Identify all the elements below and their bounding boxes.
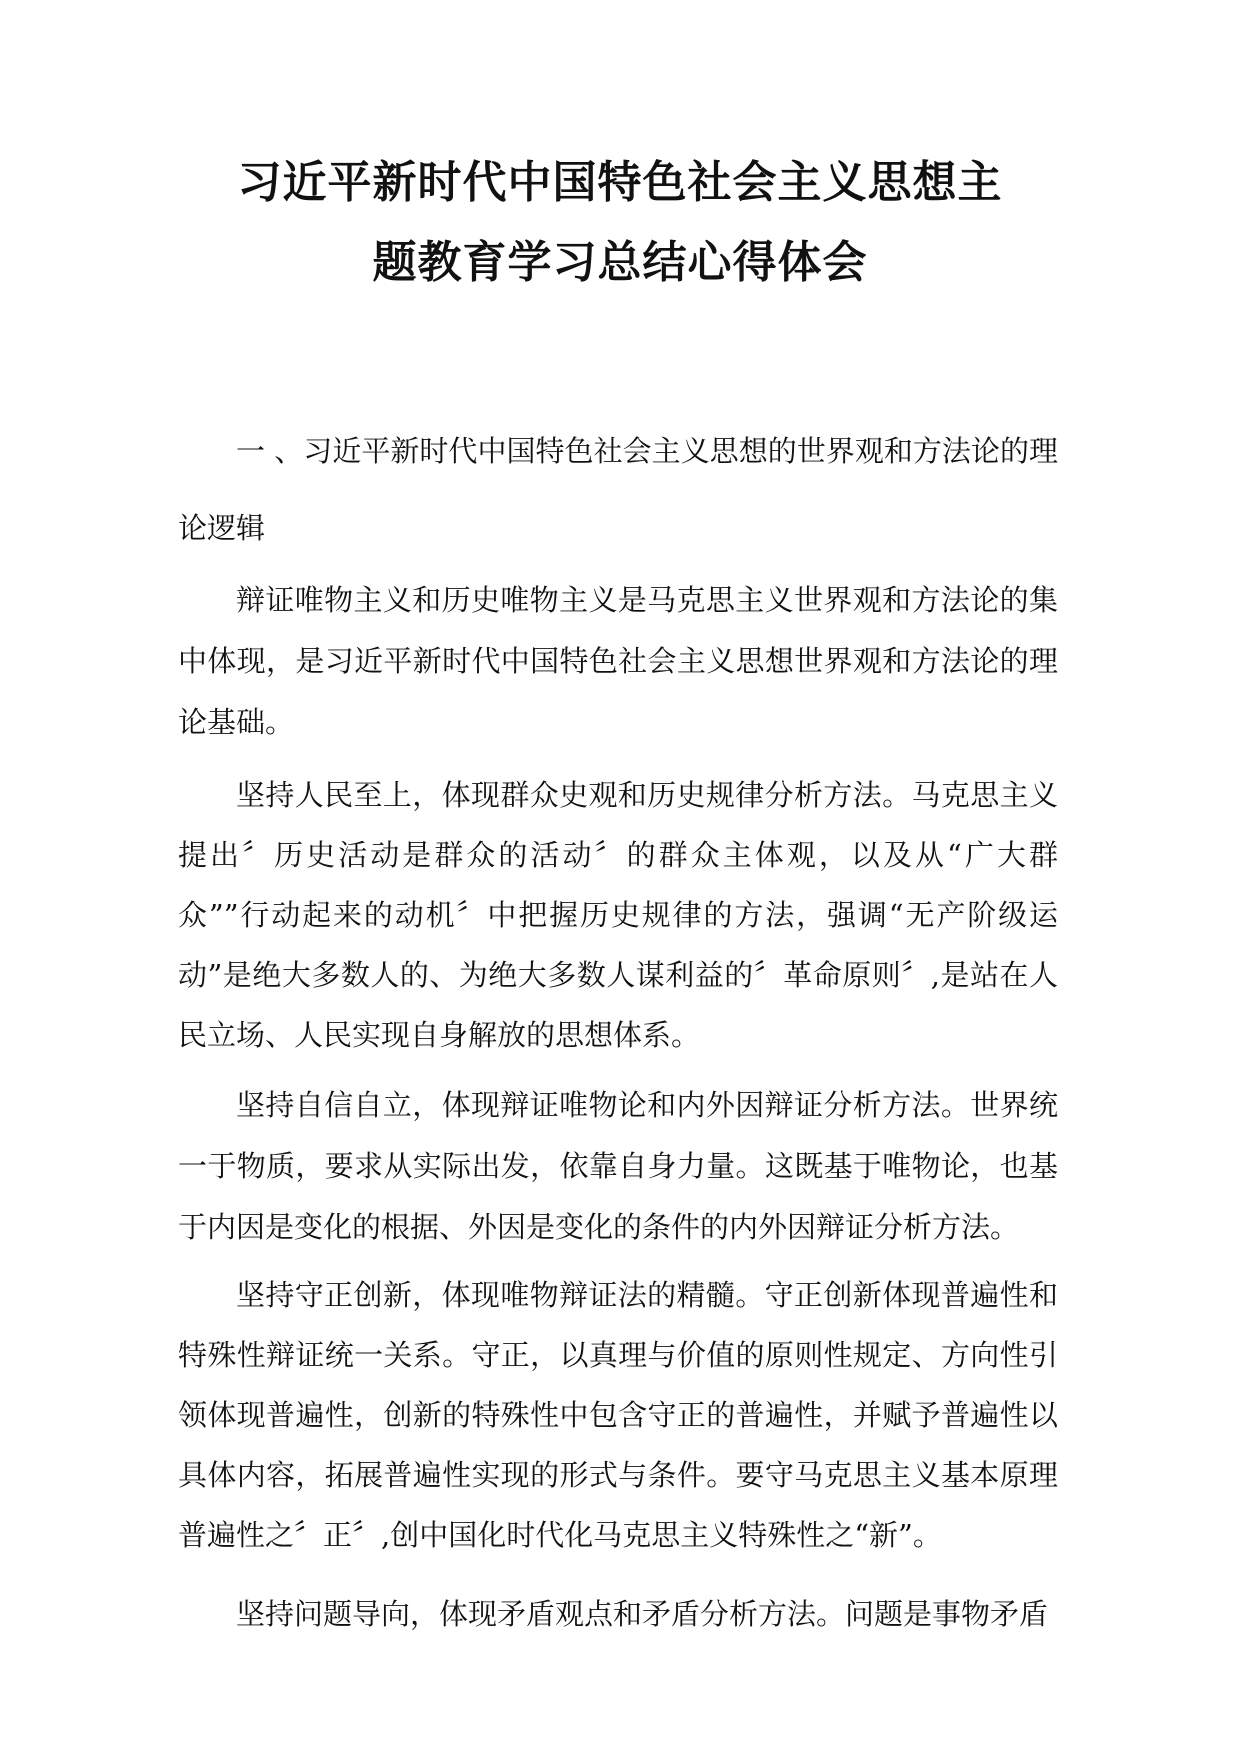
document-title-line-2: 题教育学习总结心得体会 bbox=[372, 237, 868, 288]
body-paragraph-5: 坚持问题导向，体现矛盾观点和矛盾分析方法。问题是事物矛盾 bbox=[236, 1597, 1049, 1631]
body-paragraph-2: 坚持人民至上，体现群众史观和历史规律分析方法。马克思主义提出〞历史活动是群众的活动〞的群众主体观，以及从“广大群众””行动起来的动机〞中把握历史规律的方法，强调“无产阶级运动”是绝大多数人的、为绝大多数人谋利益的〞革命原则〞,是站在人民立场、人民实现自身解放的思想体系。 bbox=[178, 778, 1058, 1052]
body-paragraph-4: 坚持守正创新，体现唯物辩证法的精髓。守正创新体现普遍性和特殊性辩证统一关系。守正，以真理与价值的原则性规定、方向性引领体现普遍性，创新的特殊性中包含守正的普遍性，并赋予普遍性以具体内容，拓展普遍性实现的形式与条件。要守马克思主义基本原理普遍性之〞正〞,创中国化时代化马克思主义特殊性之“新”。 bbox=[178, 1278, 1058, 1552]
body-paragraph-3: 坚持自信自立，体现辩证唯物论和内外因辩证分析方法。世界统一于物质，要求从实际出发，依靠自身力量。这既基于唯物论，也基于内因是变化的根据、外因是变化的条件的内外因辩证分析方法。 bbox=[178, 1088, 1058, 1244]
document-title-line-1: 习近平新时代中国特色社会主义思想主 bbox=[237, 157, 1003, 208]
body-paragraph-1: 辩证唯物主义和历史唯物主义是马克思主义世界观和方法论的集中体现，是习近平新时代中国特色社会主义思想世界观和方法论的理论基础。 bbox=[178, 583, 1058, 739]
section-heading: 一 、习近平新时代中国特色社会主义思想的世界观和方法论的理论逻辑 bbox=[178, 434, 1058, 545]
